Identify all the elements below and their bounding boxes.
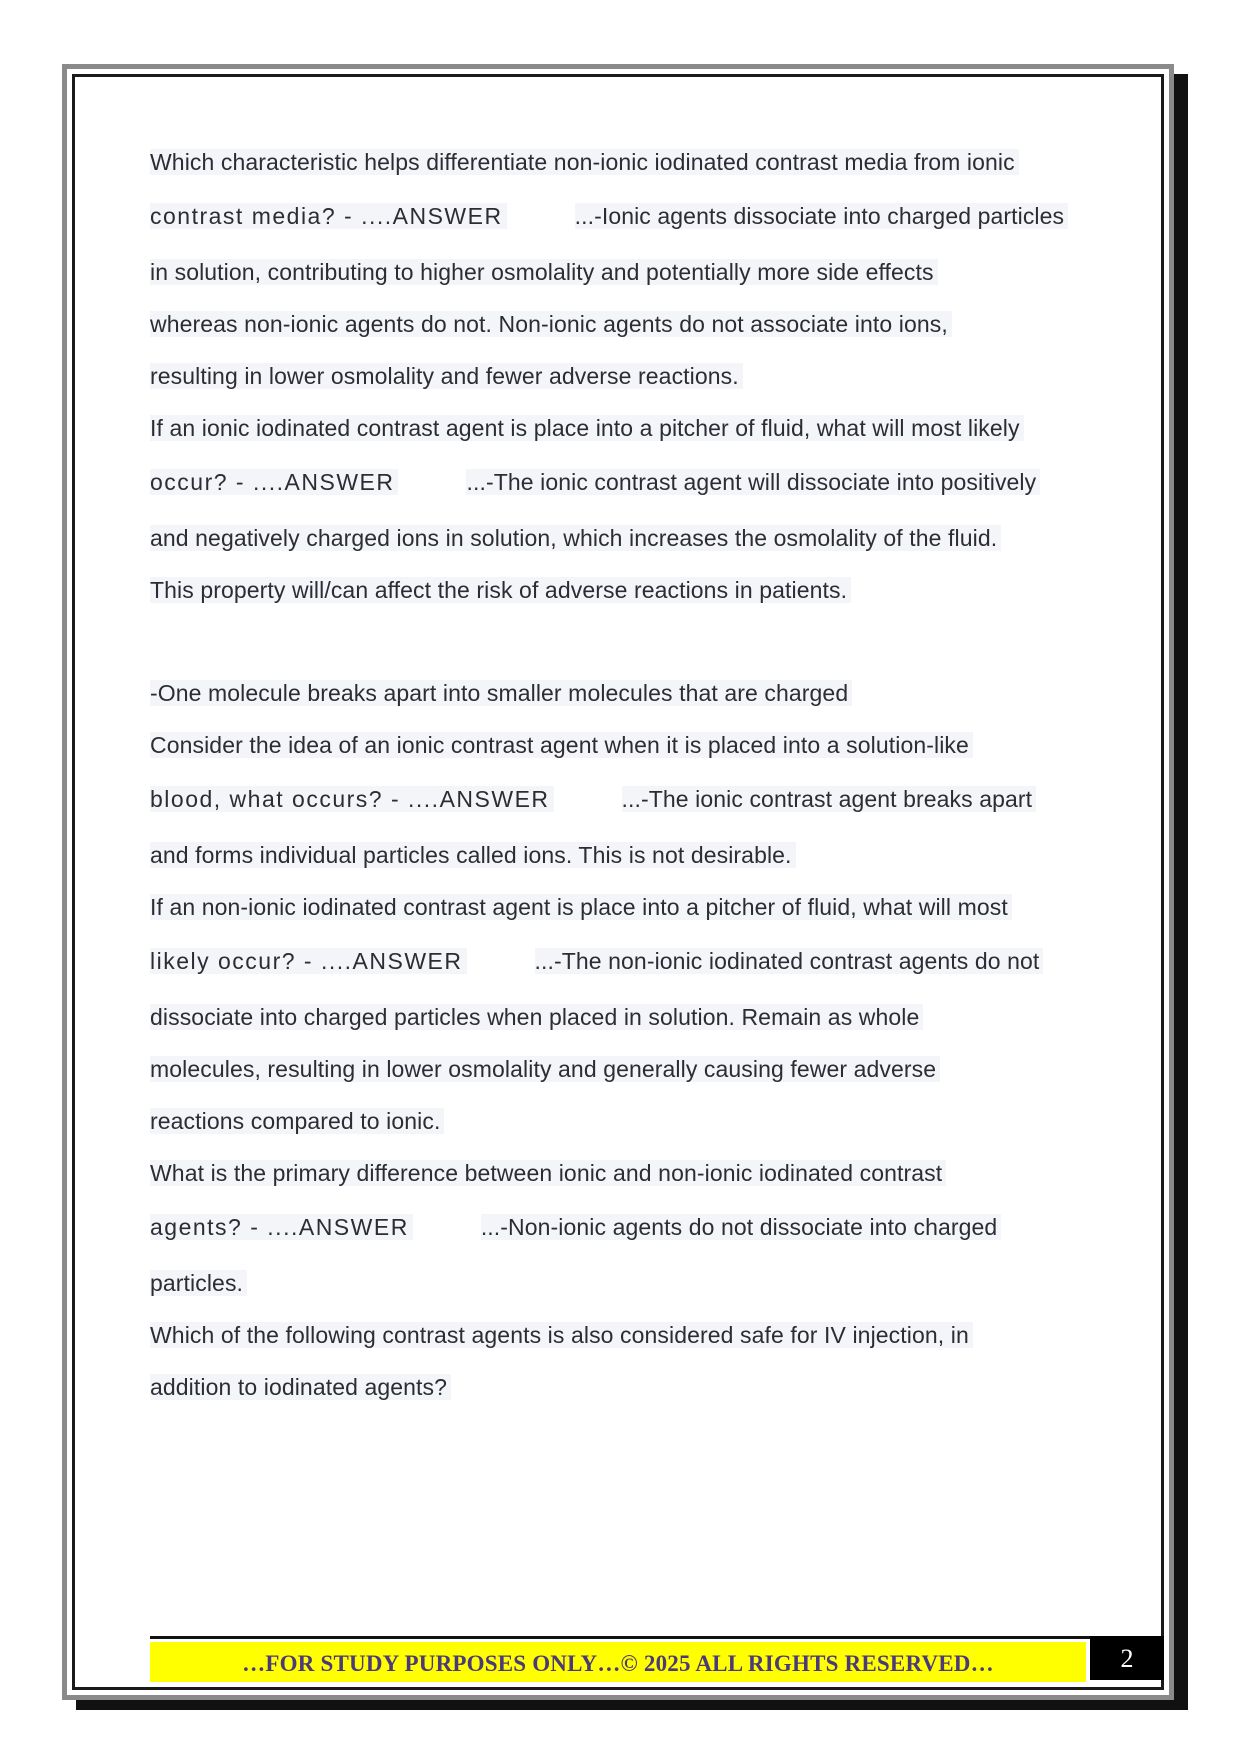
question-line: Which of the following contrast agents is also considered safe for IV injection, in (150, 1318, 973, 1352)
question-line: What is the primary difference between ionic and non-ionic iodinated contrast (150, 1156, 946, 1190)
answer-line: dissociate into charged particles when placed in solution. Remain as whole (150, 1000, 923, 1034)
footer-rule (150, 1636, 1090, 1639)
answer-line: whereas non-ionic agents do not. Non-ionic agents do not associate into ions, (150, 307, 952, 341)
question-line: If an non-ionic iodinated contrast agent is place into a pitcher of fluid, what will most (150, 890, 1012, 924)
answer-line: and negatively charged ions in solution, which increases the osmolality of the fluid. (150, 521, 1001, 555)
answer-line: resulting in lower osmolality and fewer adverse reactions. (150, 359, 743, 393)
question-answer-line: blood, what occurs? - ....ANSWER ...-The ionic contrast agent breaks apart (150, 782, 1036, 816)
footer-notice: …FOR STUDY PURPOSES ONLY…© 2025 ALL RIGHTS RESERVED… (150, 1642, 1086, 1682)
answer-line: -One molecule breaks apart into smaller molecules that are charged (150, 676, 852, 710)
question-line: If an ionic iodinated contrast agent is place into a pitcher of fluid, what will most likely (150, 411, 1024, 445)
question-line: Consider the idea of an ionic contrast agent when it is placed into a solution-like (150, 728, 973, 762)
question-answer-line: contrast media? - ....ANSWER ...-Ionic agents dissociate into charged particles (150, 199, 1068, 233)
page-number: 2 (1090, 1636, 1164, 1680)
answer-line: reactions compared to ionic. (150, 1104, 444, 1138)
answer-line: and forms individual particles called ions. This is not desirable. (150, 838, 796, 872)
answer-line: This property will/can affect the risk of adverse reactions in patients. (150, 573, 851, 607)
question-answer-line: likely occur? - ....ANSWER ...-The non-ionic iodinated contrast agents do not (150, 944, 1043, 978)
question-line: Which characteristic helps differentiate non-ionic iodinated contrast media from ionic (150, 145, 1019, 179)
answer-line: particles. (150, 1266, 247, 1300)
answer-line: molecules, resulting in lower osmolality and generally causing fewer adverse (150, 1052, 940, 1086)
question-line: addition to iodinated agents? (150, 1370, 451, 1404)
question-answer-line: agents? - ....ANSWER ...-Non-ionic agents do not dissociate into charged (150, 1210, 1001, 1244)
answer-line: in solution, contributing to higher osmolality and potentially more side effects (150, 255, 938, 289)
question-answer-line: occur? - ....ANSWER ...-The ionic contrast agent will dissociate into positively (150, 465, 1040, 499)
